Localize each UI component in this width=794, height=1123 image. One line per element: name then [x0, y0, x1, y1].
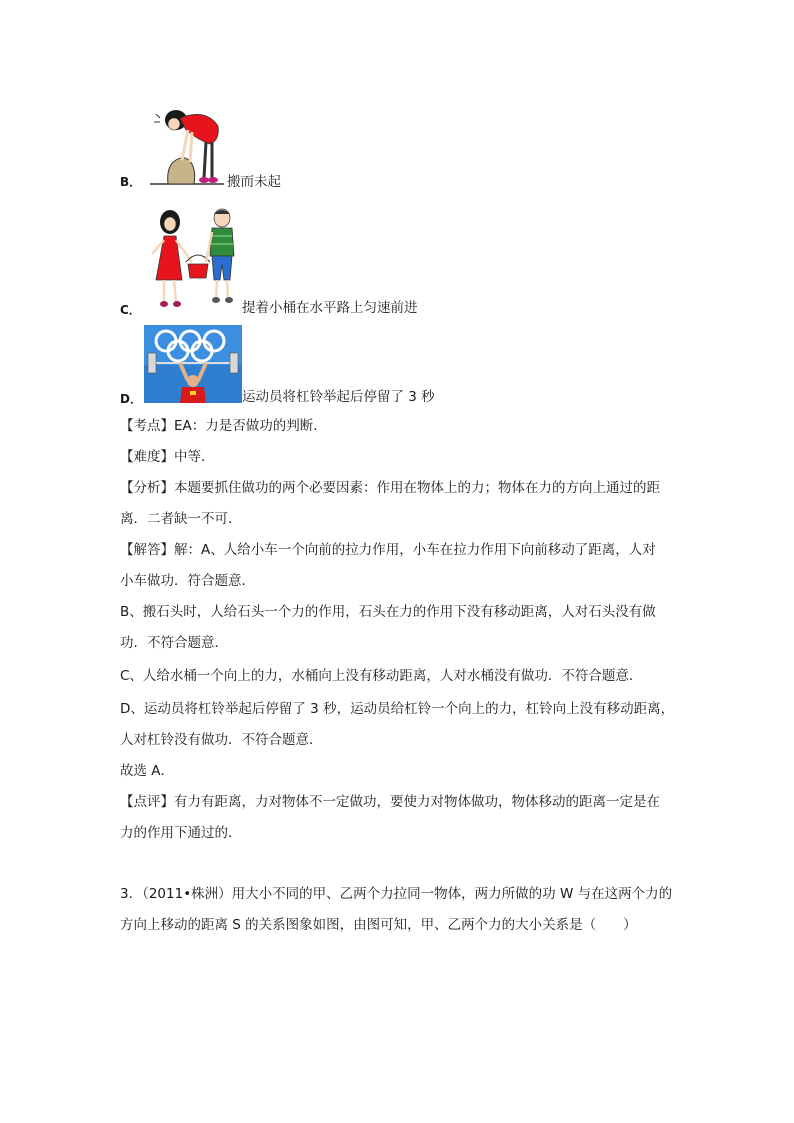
jieda-line-1: 【解答】解：A、人给小车一个向前的拉力作用，小车在拉力作用下向前移动了距离，人对 [120, 542, 656, 558]
answer-line: 故选 A． [120, 763, 175, 779]
option-letter: B． [120, 175, 142, 189]
question-3-line-2: 方向上移动的距离 S 的关系图象如图，由图可知，甲、乙两个力的大小关系是（ ） [120, 917, 637, 933]
fenxi-line-1: 【分析】本题要抓住做功的两个必要因素：作用在物体上的力；物体在力的方向上通过的距 [120, 480, 660, 496]
fenxi-line-2: 离．二者缺一不可． [120, 511, 242, 527]
dianping-line-2: 力的作用下通过的． [120, 825, 242, 841]
jieda-line-2: 小车做功．符合题意． [120, 573, 255, 589]
option-d-analysis-1: D、运动员将杠铃举起后停留了 3 秒，运动员给杠铃一个向上的力，杠铃向上没有移动距离， [120, 701, 675, 717]
lifting-rock-illustration [146, 100, 226, 188]
option-caption: 提着小桶在水平路上匀速前进 [242, 300, 418, 316]
nandu-line: 【难度】中等． [120, 449, 215, 465]
question-3-line-1: 3．（2011•株洲）用大小不同的甲、乙两个力拉同一物体，两力所做的功 W 与在这两个力的 [120, 886, 673, 902]
option-caption: 搬而未起 [227, 174, 281, 190]
weightlifter-photo [144, 325, 242, 403]
option-d-analysis-2: 人对杠铃没有做功．不符合题意． [120, 732, 323, 748]
option-c-analysis: C、人给水桶一个向上的力，水桶向上没有移动距离，人对水桶没有做功．不符合题意． [120, 668, 643, 684]
option-b-analysis-2: 功．不符合题意． [120, 635, 228, 651]
dianping-line-1: 【点评】有力有距离，力对物体不一定做功，要使力对物体做功，物体移动的距离一定是在 [120, 794, 660, 810]
carrying-bucket-illustration [146, 206, 240, 310]
option-letter: C． [120, 303, 141, 317]
option-b-analysis-1: B、搬石头时，人给石头一个力的作用，石头在力的作用下没有移动距离，人对石头没有做 [120, 604, 656, 620]
option-caption: 运动员将杠铃举起后停留了 3 秒 [242, 389, 435, 405]
option-letter: D． [120, 392, 142, 406]
kaodian-line: 【考点】EA：力是否做功的判断． [120, 418, 327, 434]
